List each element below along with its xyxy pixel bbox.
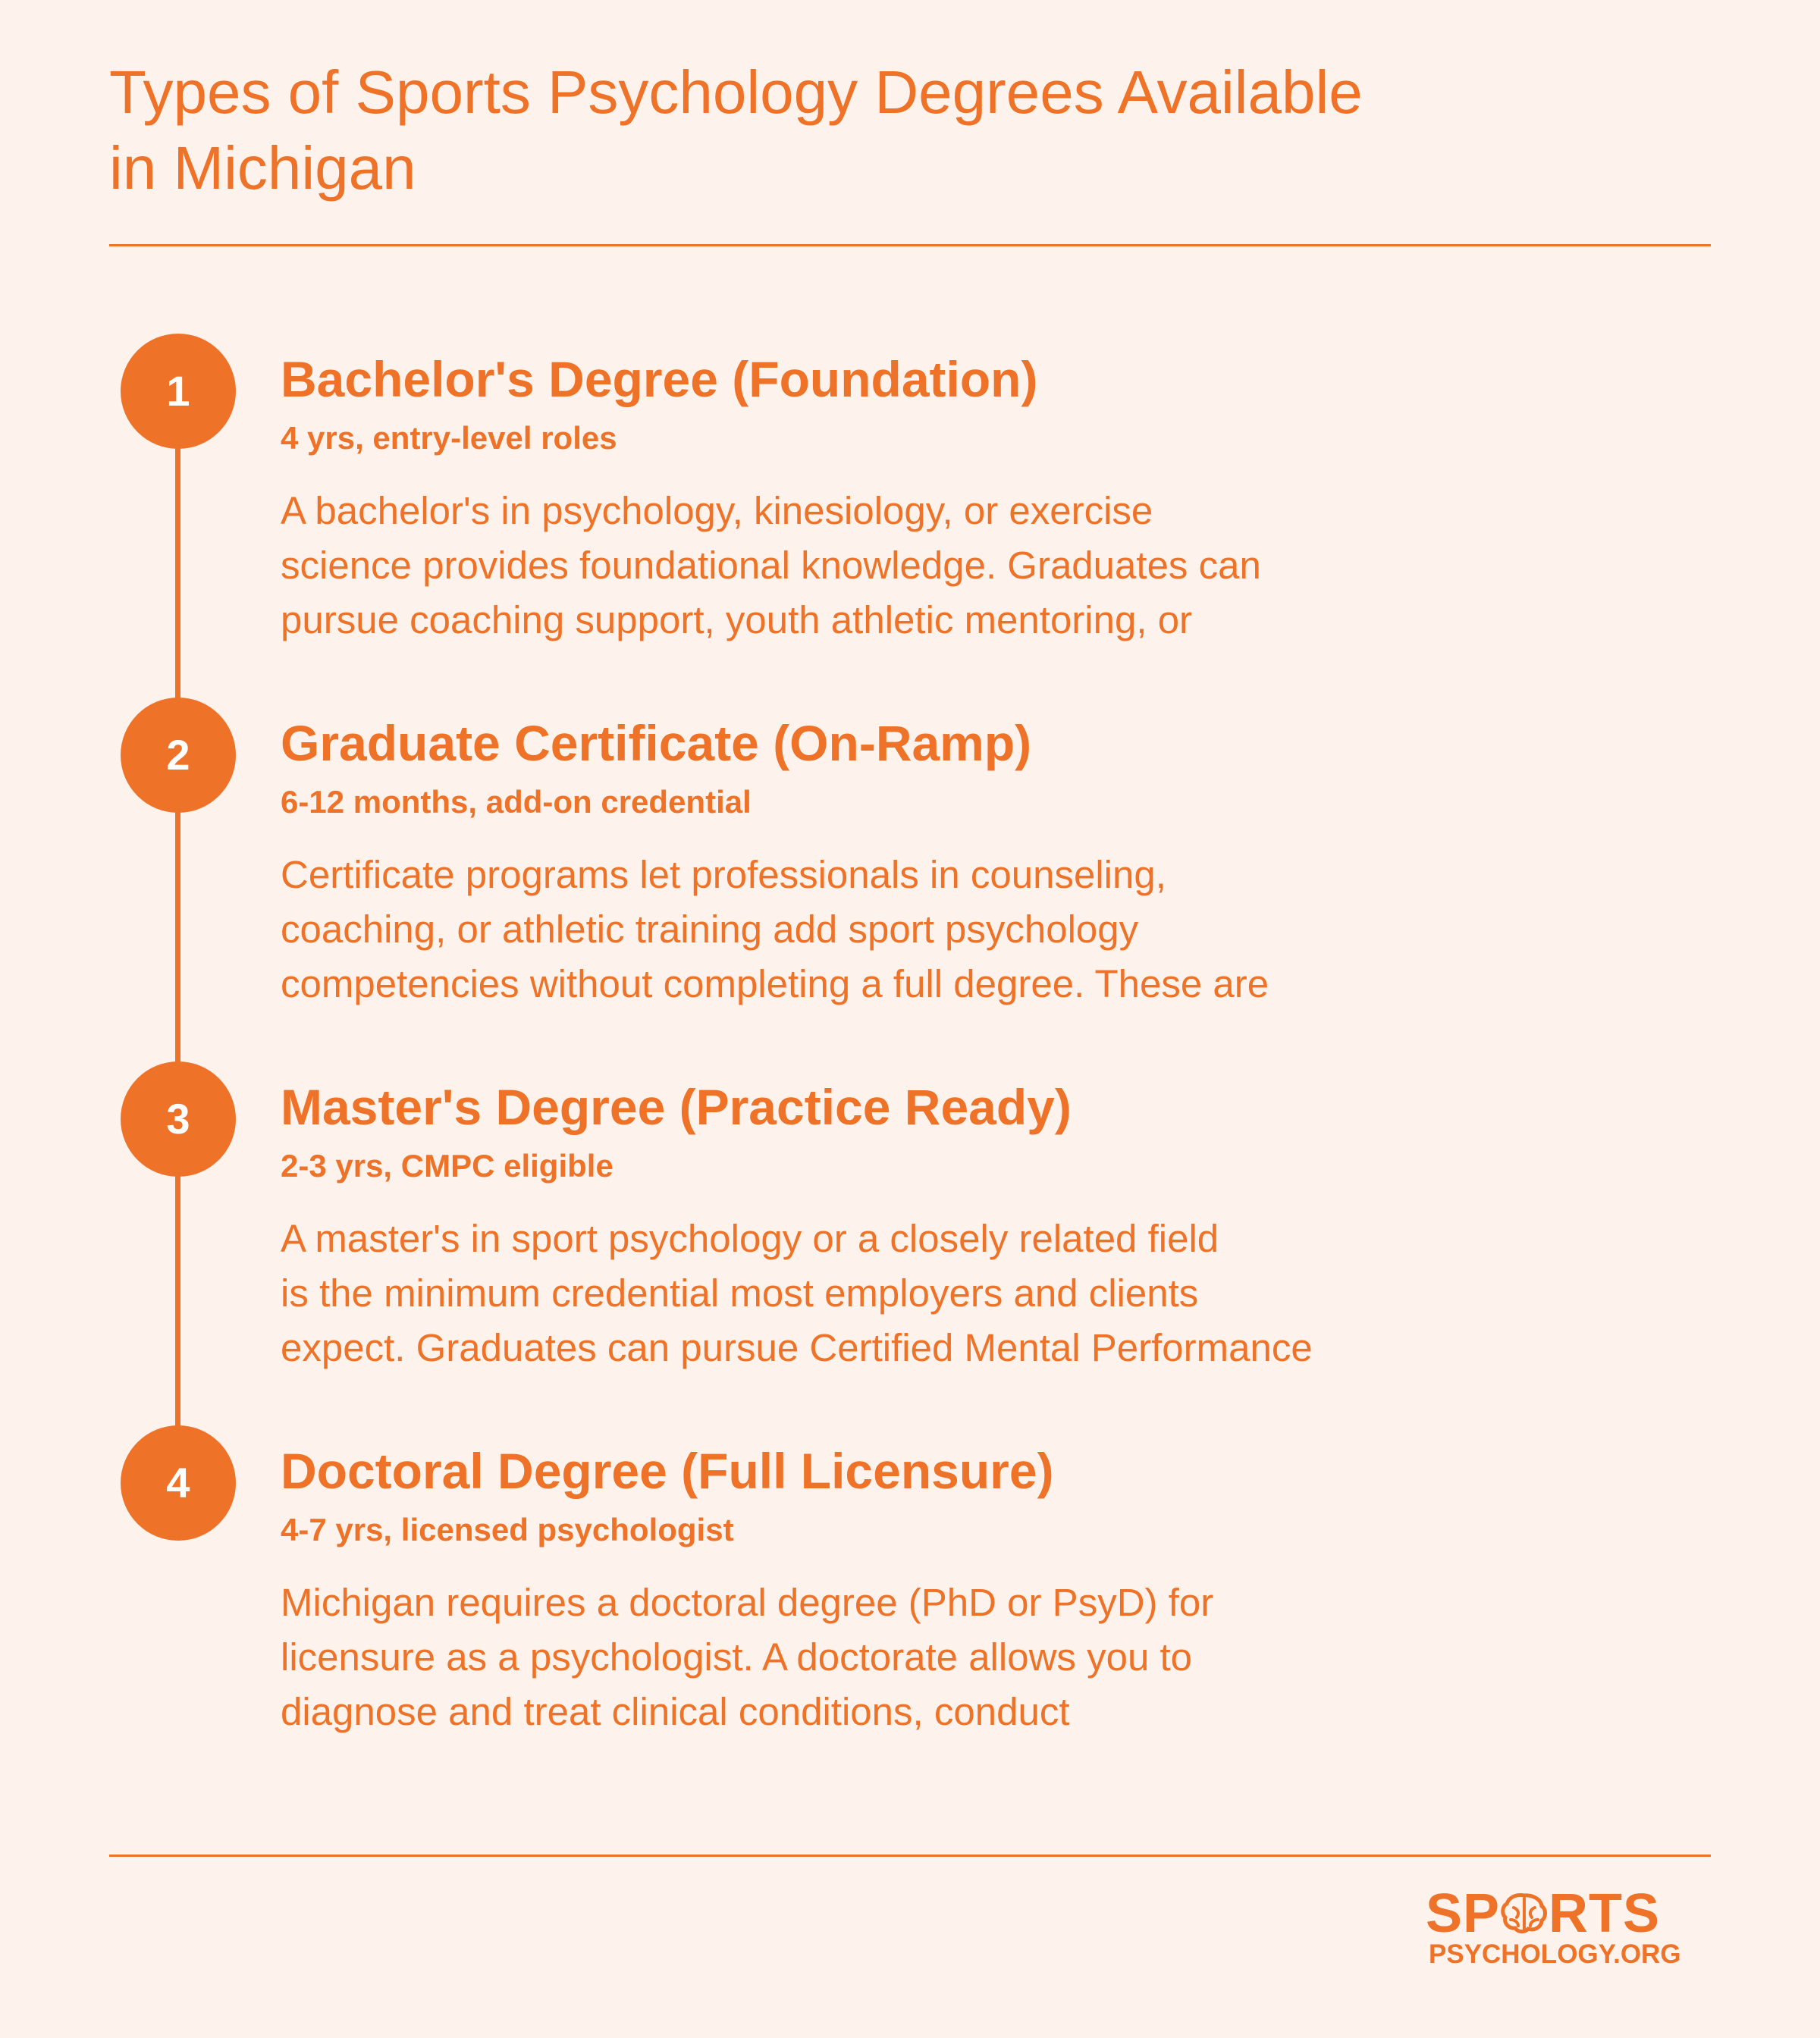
step-title: Doctoral Degree (Full Licensure)	[281, 1443, 1054, 1499]
step-description: A bachelor's in psychology, kinesiology, or exercise science provides foundational knowledge. Graduates can pursue coaching support, youth athletic mentoring, or	[281, 489, 1261, 641]
step-number-badge: 2	[121, 698, 236, 813]
step-description: Certificate programs let professionals in counseling, coaching, or athletic training add sport psychology competencies without completing a full degree. These are	[281, 853, 1269, 1005]
step-subtitle: 2-3 yrs, CMPC eligible	[281, 1148, 613, 1184]
step-title: Master's Degree (Practice Ready)	[281, 1079, 1072, 1135]
step-subtitle: 4 yrs, entry-level roles	[281, 420, 617, 456]
bottom-divider	[109, 1855, 1711, 1857]
step-subtitle: 4-7 yrs, licensed psychologist	[281, 1512, 734, 1547]
logo-subtext: PSYCHOLOGY.ORG	[1429, 1939, 1681, 1969]
step-description: Michigan requires a doctoral degree (PhD or PsyD) for licensure as a psychologist. A doctorate allows you to diagnose and treat clinical conditions, conduct	[281, 1581, 1214, 1733]
top-divider	[109, 244, 1711, 246]
step-title: Graduate Certificate (On-Ramp)	[281, 715, 1032, 771]
step-number-badge: 3	[121, 1061, 236, 1177]
brain-icon	[1500, 1888, 1549, 1930]
step-subtitle: 6-12 months, add-on credential	[281, 784, 752, 820]
step-title: Bachelor's Degree (Foundation)	[281, 351, 1038, 407]
site-logo	[1426, 1885, 1699, 1976]
logo-text-left: SP	[1426, 1883, 1501, 1944]
step-number-badge: 1	[121, 334, 236, 449]
logo-wordmark	[1426, 1885, 1699, 1942]
page-title: Types of Sports Psychology Degrees Available in Michigan	[109, 58, 1363, 202]
logo-text-right: RTS	[1549, 1883, 1661, 1944]
timeline-line	[175, 388, 180, 1488]
step-description: A master's in sport psychology or a closely related field is the minimum credential most employers and clients expect. Graduates can pursue Certified Mental Performance	[281, 1217, 1313, 1369]
step-number-badge: 4	[121, 1425, 236, 1541]
